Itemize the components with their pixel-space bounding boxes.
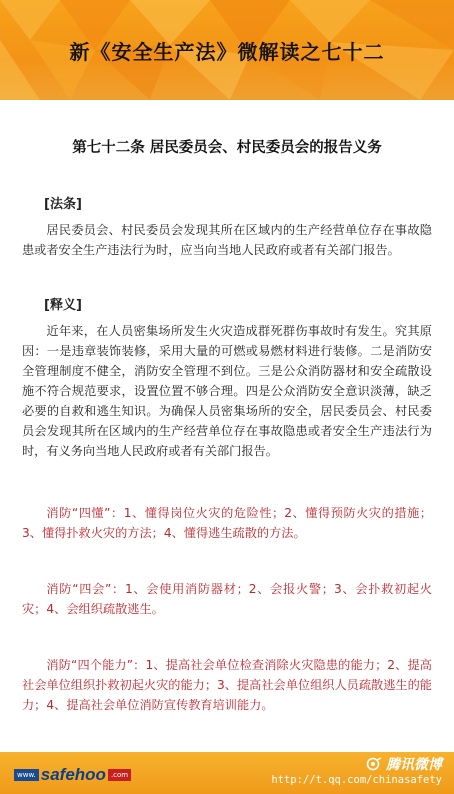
logo-tail: .com (108, 769, 131, 781)
note-four-understand: 消防“四懂”：1、懂得岗位火灾的危险性；2、懂得预防火灾的措施；3、懂得扑救火灾的方法；4、懂得逃生疏散的方法。 (22, 506, 432, 540)
law-text: 居民委员会、村民委员会发现其所在区域内的生产经营单位存在事故隐患或者安全生产违法行为时，应当向当地人民政府或者有关部门报告。 (22, 223, 432, 257)
note-four-can: 消防“四会”：1、会使用消防器材；2、会报火警；3、会扑救初起火灾；4、会组织疏散逃生。 (22, 582, 432, 616)
article-title: 第七十二条 居民委员会、村民委员会的报告义务 (72, 140, 382, 156)
weibo-url[interactable]: http://t.qq.com/chinasafety (271, 774, 442, 786)
logo-main: safehoo (40, 765, 106, 784)
safehoo-logo[interactable] (14, 766, 131, 784)
weibo-brand-text: 腾讯微博 (386, 757, 442, 773)
logo-prefix: www. (14, 769, 39, 781)
explain-text: 近年来，在人员密集场所发生火灾造成群死群伤事故时有发生。究其原因：一是违章装饰装修，采用大量的可燃或易燃材料进行装修。二是消防安全管理制度不健全，消防安全管理不到位。三是公众消防器材和安全疏散设施不符合规范要求，设置位置不够合理。四是公众消防安全意识淡薄，缺乏必要的自救和逃生知识。为确保人员密集场所的安全，居民委员会、村民委员会发现其所在区域内的生产经营单位存在事故隐患或者安全生产违法行为时，有义务向当地人民政府或者有关部门报告。 (22, 324, 432, 458)
note-four-abilities: 消防“四个能力”：1、提高社会单位检查消除火灾隐患的能力；2、提高社会单位组织扑救初起火灾的能力；3、提高社会单位组织人员疏散逃生的能力；4、提高社会单位消防宣传教育培训能力。 (22, 658, 432, 712)
banner-title: 新《安全生产法》微解读之七十二 (69, 40, 385, 64)
footer-bar (0, 752, 454, 794)
weibo-brand (271, 754, 442, 774)
weibo-link[interactable] (271, 754, 442, 786)
article-content (0, 136, 454, 715)
explain-section-label: [释义] (44, 298, 82, 313)
law-section-label: [法条] (44, 197, 82, 212)
header-banner (0, 0, 454, 100)
weibo-bird-icon (366, 757, 382, 771)
